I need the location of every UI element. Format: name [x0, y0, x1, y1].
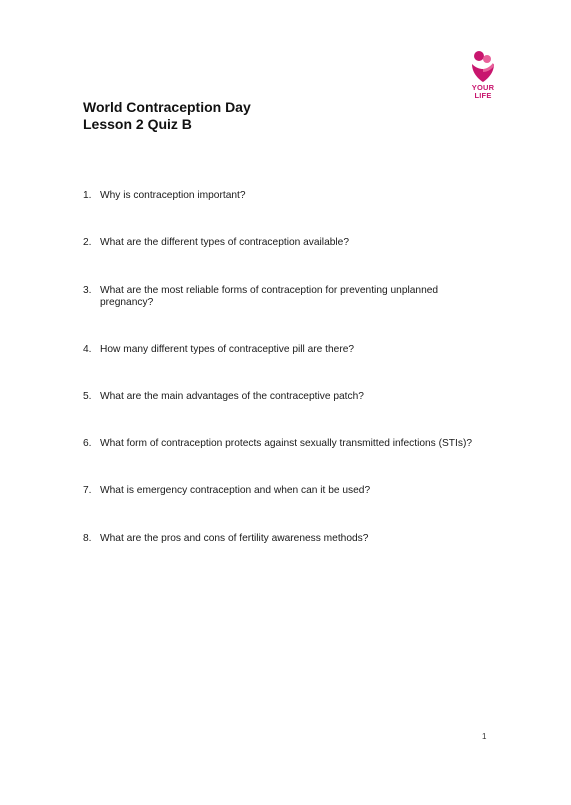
title-line-1: World Contraception Day: [83, 99, 251, 115]
figures-icon: [468, 50, 498, 84]
question-number: 7.: [83, 485, 92, 496]
question-number: 2.: [83, 237, 92, 248]
question-number: 3.: [83, 285, 92, 296]
question-number: 6.: [83, 438, 92, 449]
question-text: What are the pros and cons of fertility awareness methods?: [100, 533, 369, 544]
logo-text-your: YOUR: [471, 83, 495, 92]
page-title: [83, 99, 251, 133]
question-7: [83, 485, 503, 497]
question-number: 5.: [83, 391, 92, 402]
question-6: [83, 438, 503, 450]
question-4: [83, 344, 503, 356]
question-2: [83, 237, 503, 249]
question-text: Why is contraception important?: [100, 190, 246, 201]
question-number: 4.: [83, 344, 92, 355]
question-1: [83, 190, 503, 202]
page-number: 1: [482, 732, 487, 741]
question-text: What are the different types of contraception available?: [100, 237, 349, 248]
question-text: What form of contraception protects against sexually transmitted infections (STIs)?: [100, 438, 473, 449]
question-text: How many different types of contraceptive pill are there?: [100, 344, 355, 355]
title-line-2: Lesson 2 Quiz B: [83, 116, 192, 132]
question-text: What are the main advantages of the contraceptive patch?: [100, 391, 364, 402]
question-5: [83, 391, 503, 403]
your-life-logo: [468, 50, 498, 102]
logo-text-life: LIFE: [474, 91, 492, 100]
question-8: [83, 533, 503, 545]
question-text: What are the most reliable forms of contraception for preventing unplanned pregnancy?: [100, 285, 439, 308]
question-3: [83, 285, 463, 309]
question-number: 1.: [83, 190, 92, 201]
question-number: 8.: [83, 533, 92, 544]
question-text: What is emergency contraception and when can it be used?: [100, 485, 371, 496]
